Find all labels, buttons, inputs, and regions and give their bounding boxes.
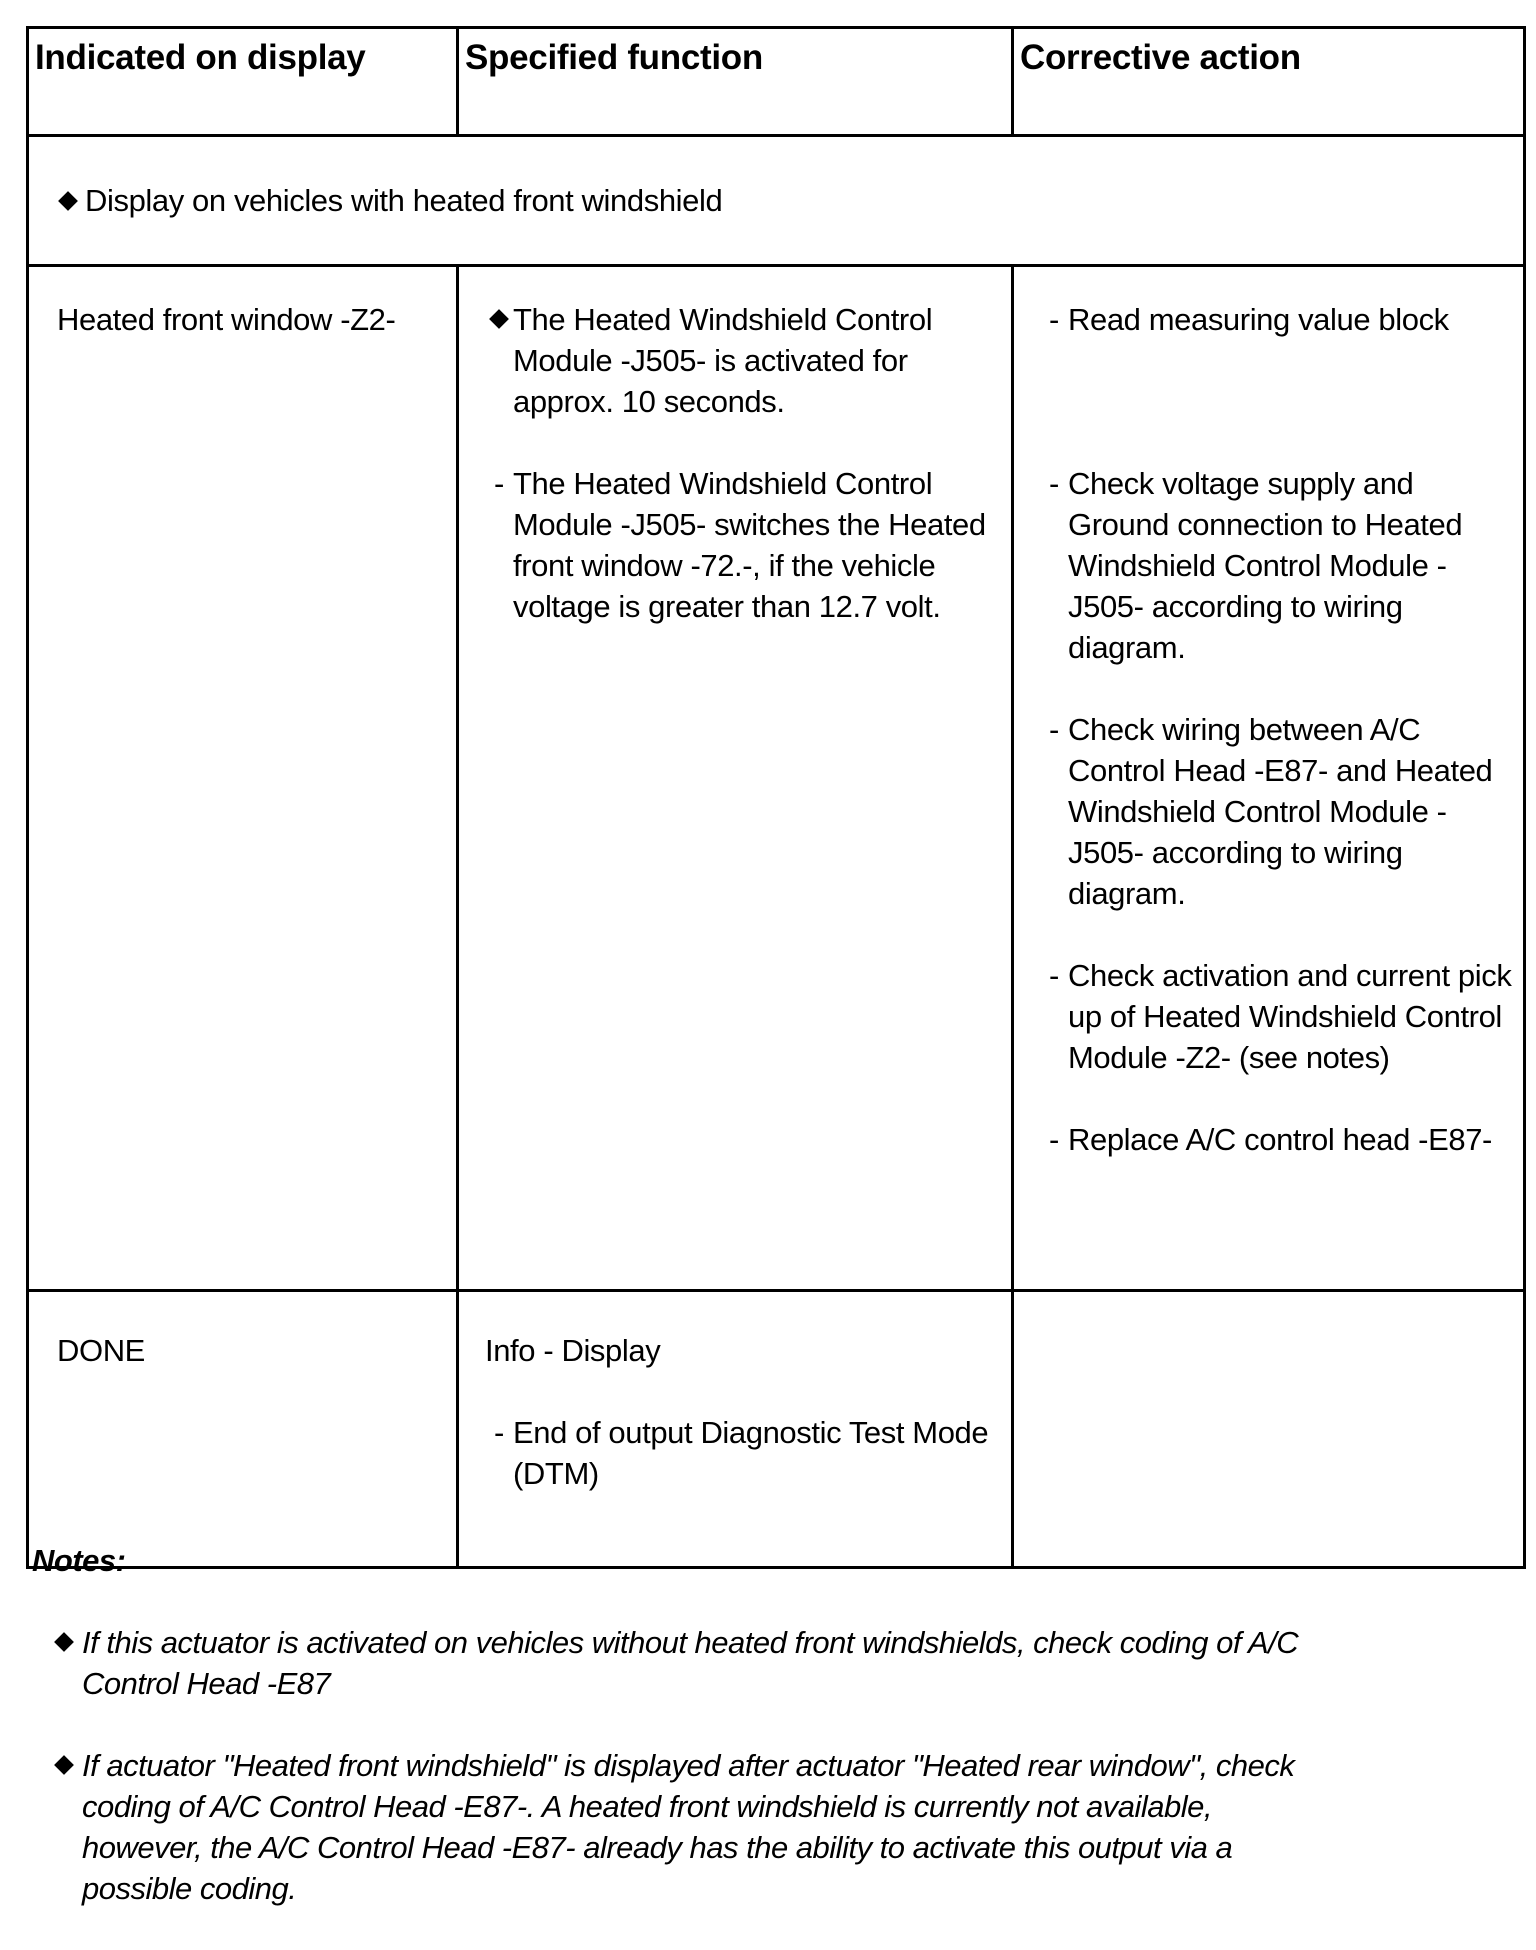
- action-cell: [1013, 1291, 1525, 1568]
- list-item: [1040, 299, 1513, 340]
- function-text: The Heated Windshield Control Module -J505- is activated for approx. 10 seconds.: [513, 302, 933, 419]
- header-specified-function: Specified function: [458, 28, 1013, 136]
- section-row: [28, 136, 1525, 266]
- table-row: [28, 266, 1525, 1291]
- marker: [50, 1745, 78, 1772]
- header-indicated-on-display: Indicated on display: [28, 28, 458, 136]
- table-header-row: [28, 28, 1525, 136]
- list-item: [485, 463, 993, 627]
- action-cell: [1013, 266, 1525, 1291]
- function-cell: [458, 1291, 1013, 1568]
- header-corrective-action: Corrective action: [1013, 28, 1525, 136]
- diamond-bullet-icon: [489, 309, 509, 329]
- dash-bullet-icon: -: [494, 1415, 504, 1450]
- diamond-bullet-icon: [54, 1632, 74, 1652]
- marker: [485, 299, 513, 326]
- dash-bullet-icon: -: [494, 466, 504, 501]
- display-value: Heated front window -Z2-: [57, 302, 396, 337]
- dash-bullet-icon: -: [1049, 712, 1059, 747]
- diagnostic-table: [26, 26, 1526, 1569]
- notes-title: Notes:: [32, 1543, 126, 1578]
- list-item: [1040, 463, 1513, 668]
- note-text: If this actuator is activated on vehicles without heated front windshields, check coding of A/C Control Head -E87: [82, 1625, 1299, 1701]
- note-item: [32, 1745, 1332, 1909]
- list-item: [485, 299, 993, 422]
- marker: [50, 1622, 78, 1649]
- note-item: [32, 1622, 1332, 1704]
- dash-bullet-icon: -: [1049, 958, 1059, 993]
- action-text: Check activation and current pick up of Heated Windshield Control Module -Z2- (see notes): [1068, 958, 1512, 1075]
- diamond-bullet-icon: [58, 191, 78, 211]
- list-item: [1040, 709, 1513, 914]
- action-text: Check wiring between A/C Control Head -E87- and Heated Windshield Control Module -J505- according to wiring diagram.: [1068, 712, 1493, 911]
- section-cell: [28, 136, 1525, 266]
- dash-bullet-icon: -: [1049, 1122, 1059, 1157]
- display-cell: [28, 1291, 458, 1568]
- diamond-bullet-icon: [54, 1755, 74, 1775]
- list-item: [485, 1412, 993, 1494]
- action-text: Read measuring value block: [1068, 302, 1449, 337]
- list-item: [1040, 1119, 1513, 1160]
- function-text: End of output Diagnostic Test Mode (DTM): [513, 1415, 989, 1491]
- function-cell: [458, 266, 1013, 1291]
- dash-bullet-icon: -: [1049, 466, 1059, 501]
- dash-bullet-icon: -: [1049, 302, 1059, 337]
- function-text: The Heated Windshield Control Module -J505- switches the Heated front window -72.-, if the vehicle voltage is greater than 12.7 volt.: [513, 466, 986, 624]
- function-intro: Info - Display: [485, 1333, 661, 1368]
- list-item: [1040, 955, 1513, 1078]
- action-text: Check voltage supply and Ground connection to Heated Windshield Control Module -J505- according to wiring diagram.: [1068, 466, 1463, 665]
- action-text: Replace A/C control head -E87-: [1068, 1122, 1492, 1157]
- note-text: If actuator "Heated front windshield" is displayed after actuator "Heated rear window", check coding of A/C Control Head -E87-. A heated front windshield is currently not available, however, the A/C Control Head -E87- already has the ability to activate this output via a possible coding.: [82, 1748, 1295, 1906]
- notes-section: [32, 1540, 1332, 1950]
- table-row: [28, 1291, 1525, 1568]
- display-value: DONE: [57, 1333, 145, 1368]
- section-title: Display on vehicles with heated front windshield: [85, 183, 723, 218]
- display-cell: [28, 266, 458, 1291]
